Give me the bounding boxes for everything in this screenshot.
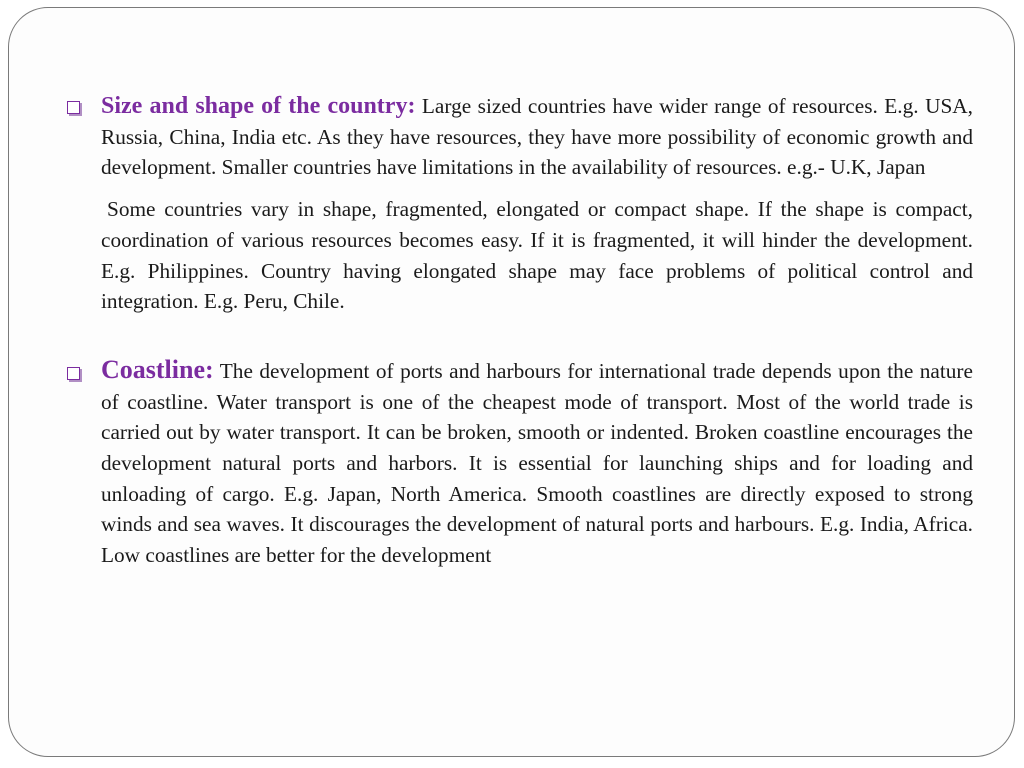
bullet-heading: Coastline: xyxy=(101,354,214,384)
bullet-heading: Size and shape of the country: xyxy=(101,93,416,119)
bullet-coastline xyxy=(67,355,973,571)
bullet-text: The development of ports and harbours for international trade depends upon the nature of coastline. Water transport is one of the cheapest mode of transport. Most of the world trade is carried out by water transport. It can be broken, smooth or indented. Broken coastline encourages the development natural ports and harbors. It is essential for launching ships and for loading and unloading of cargo. E.g. Japan, North America. Smooth coastlines are directly exposed to strong winds and sea waves. It discourages the development of natural ports and harbours. E.g. India, Africa. Low coastlines are better for the development xyxy=(101,358,973,568)
slide-frame xyxy=(8,7,1015,757)
bullet-text: Large sized countries have wider range of resources. E.g. USA, Russia, China, India etc. As they have resources, they have more possibility of economic growth and development. Smaller countries have limitations in the availability of resources. e.g.- U.K, Japan xyxy=(101,94,974,180)
shape-paragraph: Some countries vary in shape, fragmented, elongated or compact shape. If the shape is compact, coordination of various resources becomes easy. If it is fragmented, it will hinder the development. E.g. Philippines. Country having elongated shape may face problems of political control and integration. E.g. Peru, Chile. xyxy=(101,197,973,314)
slide-content xyxy=(67,91,973,571)
square-bullet-icon xyxy=(67,367,80,380)
bullet-size-and-shape xyxy=(67,91,973,183)
square-bullet-icon xyxy=(67,101,80,114)
